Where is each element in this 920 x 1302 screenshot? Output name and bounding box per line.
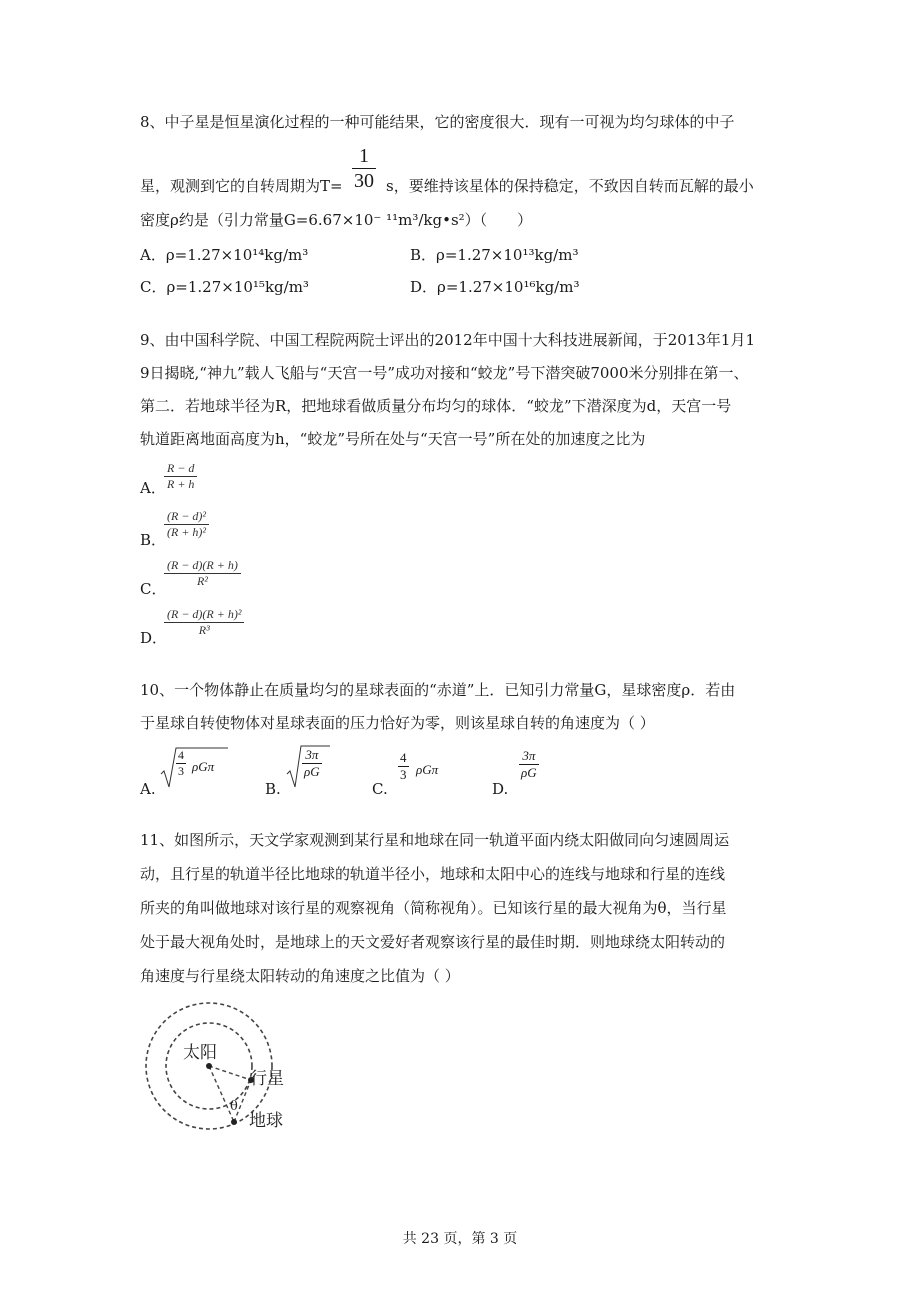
q9-line1: 9、由中国科学院、中国工程院两院士评出的2012年中国十大科技进展新闻，于2013年1月1 bbox=[140, 331, 755, 349]
sun-planet-line bbox=[209, 1066, 251, 1080]
q9-b-numerator: (R − d)² bbox=[167, 509, 207, 523]
q10-d-denominator: ρG bbox=[521, 765, 537, 780]
q10-b-fraction bbox=[302, 747, 322, 780]
earth-label: 地球 bbox=[249, 1111, 283, 1131]
q10-line2: 于星球自转使物体对星球表面的压力恰好为零，则该星球自转的角速度为（ ） bbox=[140, 714, 655, 732]
q9-option-a-label: A． bbox=[140, 479, 166, 497]
q10-c-numerator: 4 bbox=[400, 750, 407, 765]
q10-a-fraction bbox=[176, 748, 186, 779]
page-footer: 共 23 页，第 3 页 bbox=[402, 1231, 518, 1247]
q8-line3: 密度ρ约是（引力常量G=6.67×10⁻ ¹¹m³/kg•s²）（ ） bbox=[140, 211, 533, 229]
q9-c-numerator: (R − d)(R + h) bbox=[167, 558, 238, 572]
q8-option-b[interactable]: B．ρ=1.27×10¹³kg/m³ bbox=[410, 246, 579, 264]
q8-option-d[interactable]: D．ρ=1.27×10¹⁶kg/m³ bbox=[410, 278, 580, 296]
q11-line2: 动，且行星的轨道半径比地球的轨道半径小，地球和太阳中心的连线与地球和行星的连线 bbox=[140, 865, 726, 883]
q9-line3: 第二．若地球半径为R，把地球看做质量分布均匀的球体．“蛟龙”下潜深度为d，天宫一号 bbox=[140, 397, 732, 415]
q9-option-b-label: B． bbox=[140, 531, 167, 549]
q10-c-tail: ρGπ bbox=[416, 762, 439, 777]
q9-a-denominator: R + h bbox=[164, 476, 197, 492]
q10-d-fraction bbox=[519, 748, 539, 781]
q9-option-d-formula bbox=[164, 607, 244, 638]
q10-b-denominator: ρG bbox=[304, 764, 320, 779]
q8-line2-prefix: 星，观测到它的自转周期为T= bbox=[140, 177, 343, 195]
q11-line4: 处于最大视角处时，是地球上的天文爱好者观察该行星的最佳时期．则地球绕太阳转动的 bbox=[140, 933, 726, 951]
q9-option-a-formula bbox=[164, 461, 197, 492]
earth-dot bbox=[231, 1119, 237, 1125]
q8-fraction-denominator: 30 bbox=[354, 170, 374, 192]
q8-option-a[interactable]: A．ρ=1.27×10¹⁴kg/m³ bbox=[140, 246, 309, 264]
q9-b-denominator: (R + h)² bbox=[164, 524, 209, 540]
q11-line3: 所夹的角叫做地球对该行星的观察视角（简称视角）。已知该行星的最大视角为θ，当行星 bbox=[140, 899, 727, 917]
q9-a-numerator: R − d bbox=[167, 461, 195, 475]
q9-line2: 9日揭晓,“神九”载人飞船与“天宫一号”成功对接和“蛟龙”号下潜突破7000米分别排在第一、 bbox=[140, 364, 749, 382]
q8-line1: 8、中子星是恒星演化过程的一种可能结果，它的密度很大．现有一可视为均匀球体的中子 bbox=[140, 113, 735, 131]
angle-label: θ bbox=[230, 1099, 238, 1114]
q10-option-b-label: B. bbox=[265, 780, 281, 798]
q9-option-b-formula bbox=[164, 509, 209, 540]
q10-b-numerator: 3π bbox=[305, 747, 319, 762]
q11-line1: 11、如图所示，天文学家观测到某行星和地球在同一轨道平面内绕太阳做同向匀速圆周运 bbox=[140, 831, 730, 849]
q10-option-c-label: C. bbox=[372, 780, 388, 798]
q8-fraction-numerator: 1 bbox=[359, 145, 369, 167]
q9-d-numerator: (R − d)(R + h)² bbox=[167, 607, 242, 621]
q9-d-denominator: R³ bbox=[164, 622, 244, 638]
q9-option-c-formula bbox=[164, 558, 241, 589]
q10-c-denominator: 3 bbox=[400, 767, 407, 782]
q10-d-numerator: 3π bbox=[522, 748, 536, 763]
q9-line4: 轨道距离地面高度为h，“蛟龙”号所在处与“天宫一号”所在处的加速度之比为 bbox=[140, 430, 646, 448]
q8-line2-suffix: s，要维持该星体的保持稳定，不致因自转而瓦解的最小 bbox=[386, 177, 754, 195]
q10-c-fraction bbox=[398, 750, 409, 783]
sun-dot bbox=[206, 1063, 212, 1069]
q9-option-d-label: D． bbox=[140, 629, 168, 647]
q10-line1: 10、一个物体静止在质量均匀的星球表面的“赤道”上．已知引力常量G，星球密度ρ．若由 bbox=[140, 681, 736, 699]
q10-option-d-label: D. bbox=[492, 780, 509, 798]
q9-option-c-label: C． bbox=[140, 580, 167, 598]
q10-a-tail: ρGπ bbox=[192, 759, 215, 774]
q10-a-numerator: 4 bbox=[178, 748, 184, 762]
q10-a-denominator: 3 bbox=[178, 764, 184, 778]
q8-period-fraction bbox=[352, 144, 376, 193]
q8-option-c[interactable]: C．ρ=1.27×10¹⁵kg/m³ bbox=[140, 278, 309, 296]
q11-line5: 角速度与行星绕太阳转动的角速度之比值为（ ） bbox=[140, 967, 460, 985]
orbit-diagram bbox=[140, 1000, 300, 1140]
planet-label: 行星 bbox=[250, 1069, 284, 1089]
q9-c-denominator: R² bbox=[164, 573, 241, 589]
q10-option-a-label: A. bbox=[140, 780, 156, 798]
sun-label: 太阳 bbox=[183, 1043, 217, 1063]
